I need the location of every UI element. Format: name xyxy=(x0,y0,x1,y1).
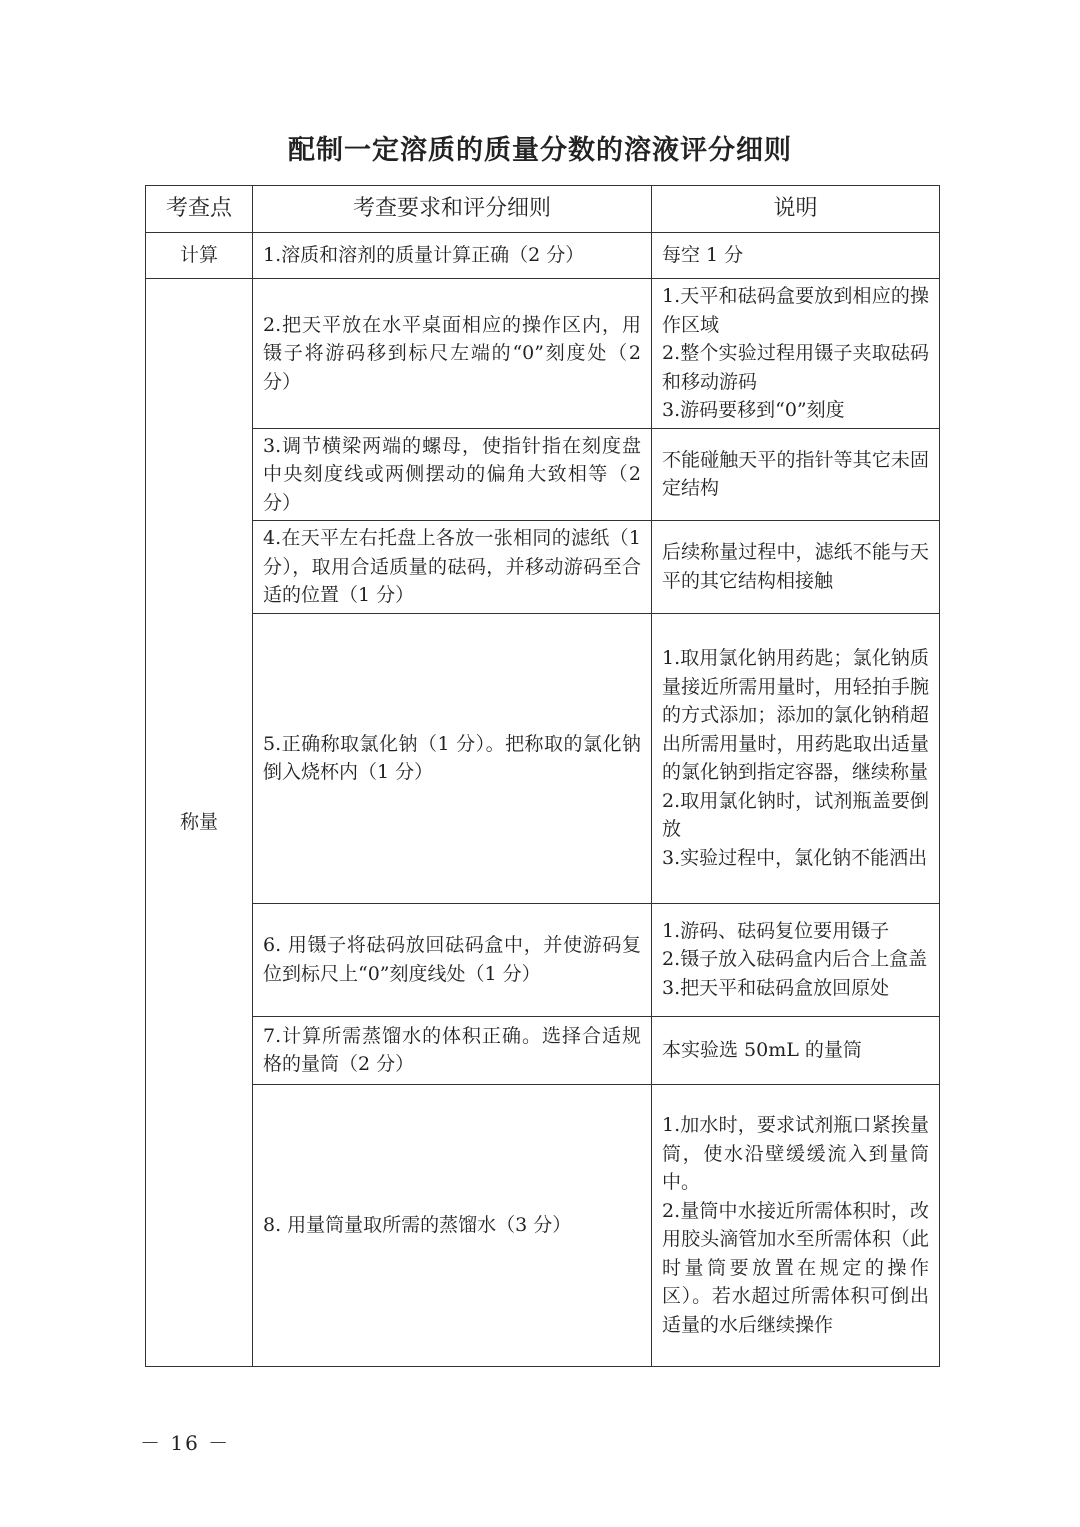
note-line: 2.镊子放入砝码盒内后合上盒盖 xyxy=(662,948,928,971)
note-cell xyxy=(652,1084,940,1366)
note-line: 2.整个实验过程用镊子夹取砝码和移动游码 xyxy=(662,342,929,393)
scoring-table xyxy=(145,185,940,1367)
requirement-cell: 3.调节横梁两端的螺母，使指针指在刻度盘中央刻度线或两侧摆动的偏角大致相等（2 分） xyxy=(253,428,652,521)
note-cell: 每空 1 分 xyxy=(652,233,940,279)
note-line: 2.量筒中水接近所需体积时，改用胶头滴管加水至所需体积（此时量筒要放置在规定的操作区）。若水超过所需体积可倒出适量的水后继续操作 xyxy=(662,1199,929,1336)
header-requirements: 考查要求和评分细则 xyxy=(253,186,652,233)
requirement-cell: 6. 用镊子将砝码放回砝码盒中，并使游码复位到标尺上“0”刻度线处（1 分） xyxy=(253,903,652,1016)
table-row xyxy=(146,613,940,903)
page-number: － 16 － xyxy=(140,1431,231,1455)
note-cell xyxy=(652,428,940,521)
note-line: 1.游码、砝码复位要用镊子 xyxy=(662,919,890,942)
table-row xyxy=(146,521,940,614)
note-line: 1.取用氯化钠用药匙；氯化钠质量接近所需用量时，用轻拍手腕的方式添加；添加的氯化钠稍超出所需用量时，用药匙取出适量的氯化钠到指定容器，继续称量 xyxy=(662,647,929,783)
header-exam-point: 考查点 xyxy=(146,186,253,233)
page-title: 配制一定溶质的质量分数的溶液评分细则 xyxy=(288,135,792,166)
exam-point-cell: 计算 xyxy=(146,233,253,279)
table-row xyxy=(146,428,940,521)
table-row xyxy=(146,279,940,429)
header-notes: 说明 xyxy=(652,186,940,233)
note-line: 3.把天平和砝码盒放回原处 xyxy=(662,976,890,999)
note-cell xyxy=(652,903,940,1016)
note-line: 3.游码要移到“0”刻度 xyxy=(662,399,845,421)
note-line: 2.取用氯化钠时，试剂瓶盖要倒放 xyxy=(662,789,929,840)
note-cell xyxy=(652,1016,940,1084)
note-line: 本实验选 50mL 的量筒 xyxy=(662,1038,862,1061)
note-line: 1.天平和砝码盒要放到相应的操作区域 xyxy=(662,285,929,336)
exam-point-cell: 称量 xyxy=(146,279,253,1367)
note-line: 不能碰触天平的指针等其它未固定结构 xyxy=(662,448,929,500)
note-line: 1.加水时，要求试剂瓶口紧挨量筒，使水沿壁缓缓流入到量筒中。 xyxy=(662,1114,929,1193)
table-row xyxy=(146,1016,940,1084)
note-line: 后续称量过程中，滤纸不能与天平的其它结构相接触 xyxy=(662,541,929,592)
requirement-cell: 8. 用量筒量取所需的蒸馏水（3 分） xyxy=(253,1084,652,1366)
note-line: 3.实验过程中，氯化钠不能洒出 xyxy=(662,846,928,869)
table-row xyxy=(146,903,940,1016)
note-cell xyxy=(652,521,940,614)
requirement-cell: 5.正确称取氯化钠（1 分）。把称取的氯化钠倒入烧杯内（1 分） xyxy=(253,613,652,903)
table-row xyxy=(146,233,940,279)
requirement-cell: 1.溶质和溶剂的质量计算正确（2 分） xyxy=(253,233,652,279)
requirement-cell: 4.在天平左右托盘上各放一张相同的滤纸（1 分），取用合适质量的砝码，并移动游码至合适的位置（1 分） xyxy=(253,521,652,614)
table-header-row xyxy=(146,186,940,233)
requirement-cell: 7.计算所需蒸馏水的体积正确。选择合适规格的量筒（2 分） xyxy=(253,1016,652,1084)
note-cell xyxy=(652,279,940,429)
requirement-cell: 2.把天平放在水平桌面相应的操作区内，用镊子将游码移到标尺左端的“0”刻度处（2 分） xyxy=(253,279,652,429)
note-cell xyxy=(652,613,940,903)
table-row xyxy=(146,1084,940,1366)
